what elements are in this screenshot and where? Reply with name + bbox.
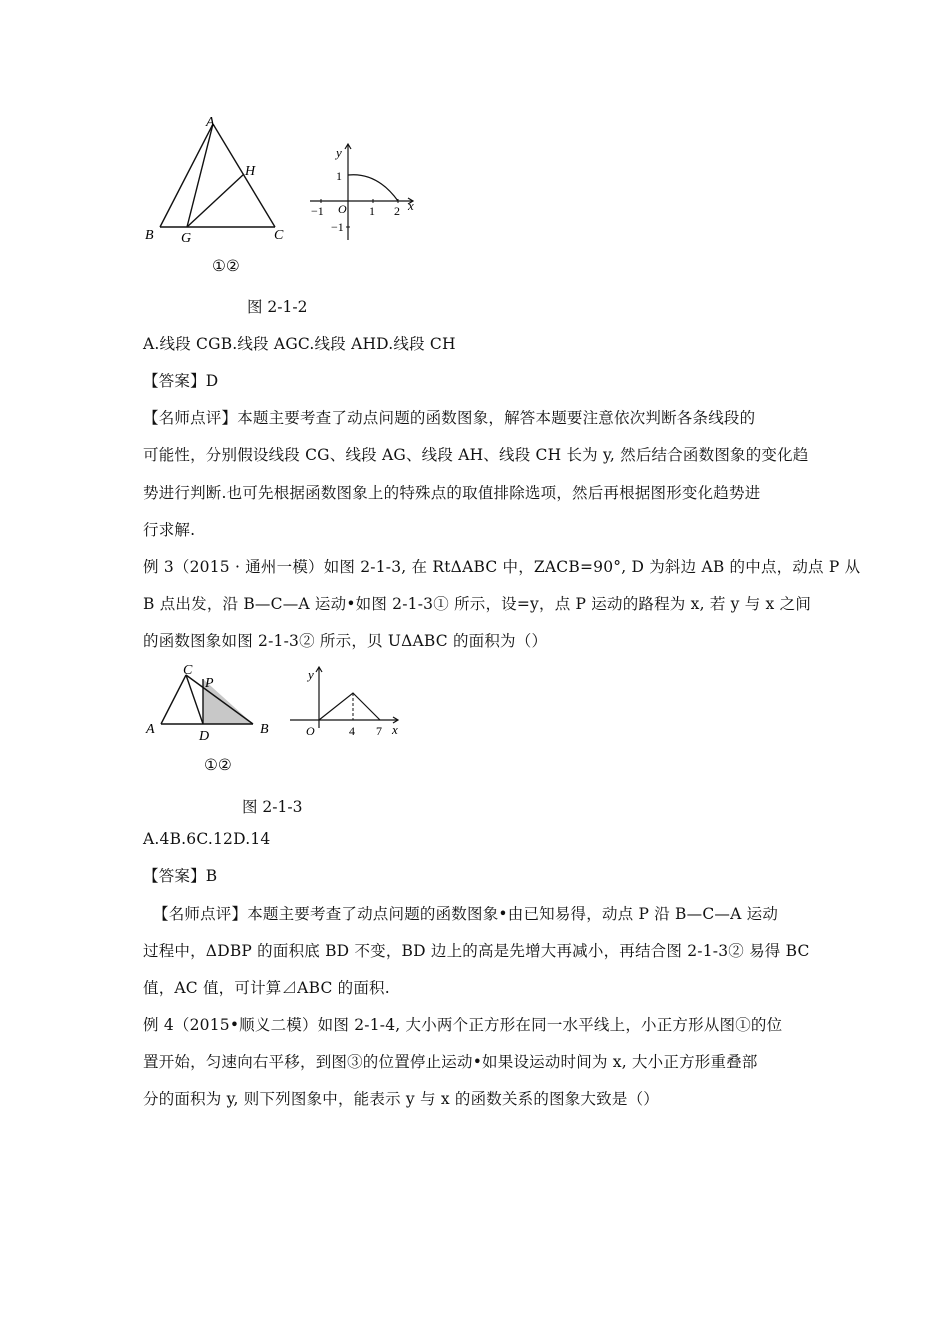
q2-comment-line: 行求解.	[143, 521, 196, 539]
graph-axis-x: x	[408, 198, 414, 213]
graph-origin: O	[338, 202, 347, 216]
q3-comment-line: 过程中，ΔDBP 的面积底 BD 不变，BD 边上的高是先增大再减小，再结合图 2-1-3② 易得 BC	[143, 942, 810, 960]
graph-origin: O	[306, 724, 315, 738]
graph-axis-y: y	[336, 145, 342, 160]
q2-comment-line: 势进行判断.也可先根据函数图象上的特殊点的取值排除选项，然后再根据图形变化趋势进	[143, 484, 761, 502]
graph-tick-x-7: 7	[376, 724, 382, 738]
vertex-label-a: A	[146, 722, 155, 737]
graph-tick-y-neg1: −1	[331, 220, 344, 234]
q4-text-line: 例 4（2015•顺义二模）如图 2-1-4, 大小两个正方形在同一水平线上，小正方形从图①的位	[143, 1016, 783, 1034]
figure-caption: 图 2-1-2	[247, 298, 308, 316]
q2-comment-line: 可能性，分别假设线段 CG、线段 AG、线段 AH、线段 CH 长为 y, 然后结合函数图象的变化趋	[143, 446, 809, 464]
q3-options: A.4B.6C.12D.14	[143, 830, 271, 848]
q4-text-line: 分的面积为 y, 则下列图象中，能表示 y 与 x 的函数关系的图象大致是（）	[143, 1090, 659, 1108]
q3-answer: 【答案】B	[143, 867, 218, 885]
q2-options: A.线段 CGB.线段 AGC.线段 AHD.线段 CH	[143, 335, 456, 353]
graph-axis-x: x	[392, 722, 398, 737]
graph-tick-y-1: 1	[336, 169, 342, 183]
graph-tick-x-neg1: −1	[311, 204, 324, 218]
q3-comment-line: 【名师点评】本题主要考查了动点问题的函数图象•由已知易得，动点 P 沿 B—C—A 运动	[153, 905, 779, 923]
vertex-label-c: C	[274, 228, 284, 243]
vertex-label-a: A	[206, 115, 215, 130]
graph-axis-y: y	[308, 667, 314, 682]
vertex-label-b: B	[260, 722, 269, 737]
subfigure-labels: ①②	[212, 257, 240, 275]
q3-text-line: 的函数图象如图 2-1-3② 所示，贝 UΔABC 的面积为（）	[143, 632, 548, 650]
q2-answer: 【答案】D	[143, 372, 219, 390]
figure-caption: 图 2-1-3	[242, 798, 303, 816]
q3-text-line: B 点出发，沿 B—C—A 运动•如图 2-1-3① 所示，设=y，点 P 运动的路程为 x, 若 y 与 x 之间	[143, 595, 812, 613]
q3-comment-line: 值，AC 值，可计算⊿ABC 的面积.	[143, 979, 390, 997]
q4-text-line: 置开始，匀速向右平移，到图③的位置停止运动•如果设运动时间为 x, 大小正方形重叠部	[143, 1053, 758, 1071]
figure-2-1-3-triangle	[142, 662, 277, 742]
subfigure-labels: ①②	[204, 756, 232, 774]
graph-tick-x-1: 1	[369, 204, 375, 218]
q2-comment-line: 【名师点评】本题主要考查了动点问题的函数图象，解答本题要注意依次判断各条线段的	[143, 409, 756, 427]
figure-2-1-2-triangle	[140, 110, 300, 245]
graph-tick-x-4: 4	[349, 724, 355, 738]
vertex-label-b: B	[145, 228, 154, 243]
vertex-label-p: P	[205, 676, 214, 691]
q3-text-line: 例 3（2015 · 通州一模）如图 2-1-3, 在 RtΔABC 中，ZACB=90°, D 为斜边 AB 的中点，动点 P 从	[143, 558, 861, 576]
vertex-label-h: H	[245, 164, 256, 179]
vertex-label-d: D	[199, 729, 210, 742]
figure-2-1-2-graph	[305, 140, 425, 245]
graph-tick-x-2: 2	[394, 204, 400, 218]
figure-2-1-3-graph	[286, 662, 406, 742]
vertex-label-c: C	[183, 663, 193, 678]
vertex-label-g: G	[181, 231, 192, 245]
